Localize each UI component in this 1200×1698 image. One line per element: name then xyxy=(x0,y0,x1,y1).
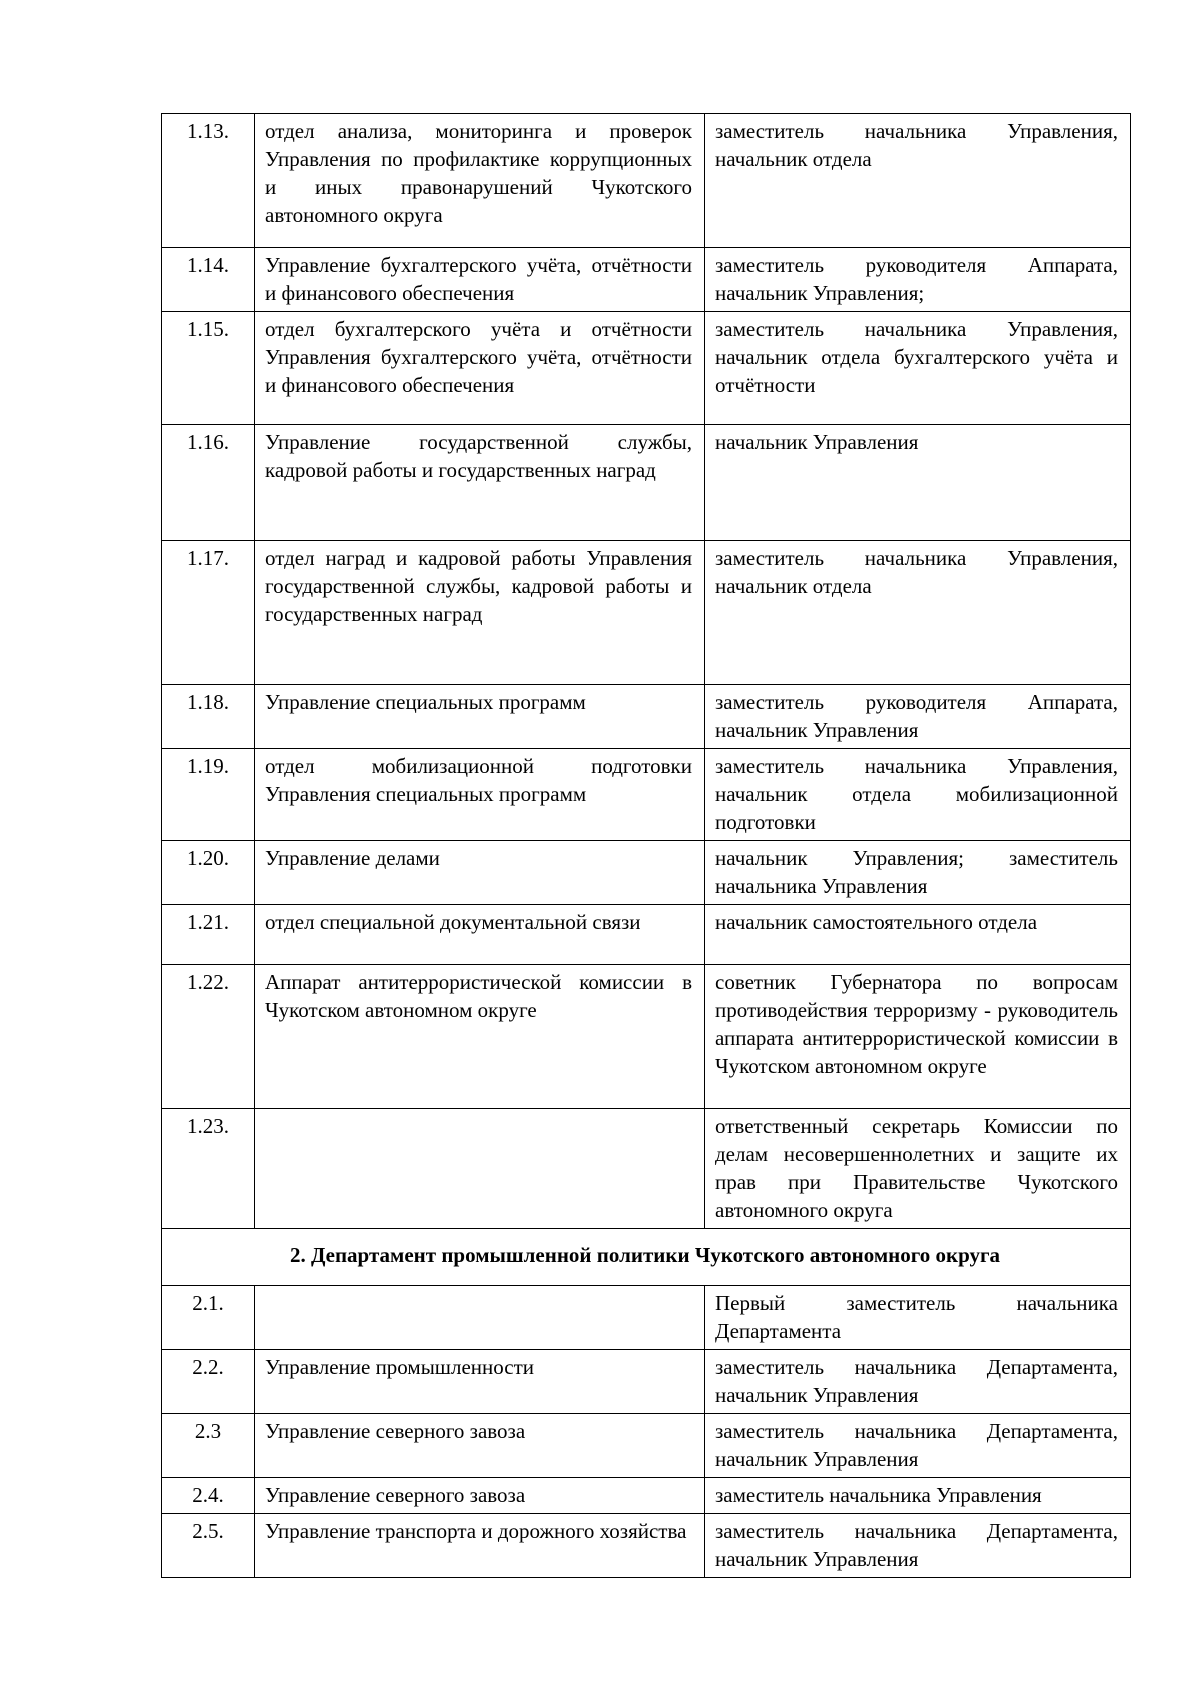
position-title: заместитель начальника Управления, начальник отдела xyxy=(705,541,1131,685)
positions-table xyxy=(161,113,1131,1578)
position-title: заместитель начальника Управления, начальник отдела бухгалтерского учёта и отчётности xyxy=(705,312,1131,425)
position-title: заместитель начальника Управления, начальник отдела xyxy=(705,114,1131,248)
position-title: заместитель руководителя Аппарата, начальник Управления; xyxy=(705,248,1131,312)
row-number: 1.14. xyxy=(162,248,255,312)
position-title: заместитель начальника Управления, начальник отдела мобилизационной подготовки xyxy=(705,749,1131,841)
table-row xyxy=(162,749,1131,841)
row-number: 1.16. xyxy=(162,425,255,541)
table-row xyxy=(162,312,1131,425)
table-row xyxy=(162,425,1131,541)
unit-name: Управление бухгалтерского учёта, отчётности и финансового обеспечения xyxy=(255,248,705,312)
row-number: 2.5. xyxy=(162,1514,255,1578)
row-number: 1.18. xyxy=(162,685,255,749)
position-title: заместитель руководителя Аппарата, начальник Управления xyxy=(705,685,1131,749)
position-title: начальник Управления xyxy=(705,425,1131,541)
table-row xyxy=(162,248,1131,312)
table-row xyxy=(162,1109,1131,1229)
unit-name: Управление промышленности xyxy=(255,1350,705,1414)
unit-name xyxy=(255,1109,705,1229)
position-title: начальник самостоятельного отдела xyxy=(705,905,1131,965)
row-number: 1.19. xyxy=(162,749,255,841)
table-row xyxy=(162,1286,1131,1350)
position-title: советник Губернатора по вопросам противодействия терроризму - руководитель аппарата антитеррористической комиссии в Чукотском автономном округе xyxy=(705,965,1131,1109)
table-row xyxy=(162,841,1131,905)
unit-name: Управление государственной службы, кадровой работы и государственных наград xyxy=(255,425,705,541)
row-number: 1.13. xyxy=(162,114,255,248)
unit-name: отдел бухгалтерского учёта и отчётности Управления бухгалтерского учёта, отчётности и финансового обеспечения xyxy=(255,312,705,425)
unit-name: Управление делами xyxy=(255,841,705,905)
row-number: 1.23. xyxy=(162,1109,255,1229)
row-number: 2.3 xyxy=(162,1414,255,1478)
position-title: заместитель начальника Департамента, начальник Управления xyxy=(705,1514,1131,1578)
position-title: начальник Управления; заместитель начальника Управления xyxy=(705,841,1131,905)
unit-name: отдел анализа, мониторинга и проверок Управления по профилактике коррупционных и иных правонарушений Чукотского автономного округа xyxy=(255,114,705,248)
unit-name: Управление транспорта и дорожного хозяйства xyxy=(255,1514,705,1578)
position-title: заместитель начальника Департамента, начальник Управления xyxy=(705,1414,1131,1478)
table-row xyxy=(162,1514,1131,1578)
unit-name xyxy=(255,1286,705,1350)
unit-name: отдел мобилизационной подготовки Управления специальных программ xyxy=(255,749,705,841)
unit-name: Управление северного завоза xyxy=(255,1478,705,1514)
row-number: 2.2. xyxy=(162,1350,255,1414)
row-number: 1.21. xyxy=(162,905,255,965)
unit-name: Управление северного завоза xyxy=(255,1414,705,1478)
row-number: 1.20. xyxy=(162,841,255,905)
section-heading-row xyxy=(162,1229,1131,1286)
position-title: заместитель начальника Управления xyxy=(705,1478,1131,1514)
table-row xyxy=(162,1478,1131,1514)
position-title: заместитель начальника Департамента, начальник Управления xyxy=(705,1350,1131,1414)
row-number: 1.15. xyxy=(162,312,255,425)
unit-name: отдел специальной документальной связи xyxy=(255,905,705,965)
table-row xyxy=(162,1414,1131,1478)
row-number: 1.22. xyxy=(162,965,255,1109)
row-number: 1.17. xyxy=(162,541,255,685)
row-number: 2.1. xyxy=(162,1286,255,1350)
unit-name: отдел наград и кадровой работы Управления государственной службы, кадровой работы и государственных наград xyxy=(255,541,705,685)
unit-name: Управление специальных программ xyxy=(255,685,705,749)
table-row xyxy=(162,1350,1131,1414)
table-row xyxy=(162,965,1131,1109)
table-row xyxy=(162,905,1131,965)
table-row xyxy=(162,114,1131,248)
row-number: 2.4. xyxy=(162,1478,255,1514)
section-heading: 2. Департамент промышленной политики Чукотского автономного округа xyxy=(162,1229,1131,1286)
table-row xyxy=(162,685,1131,749)
table-row xyxy=(162,541,1131,685)
position-title: ответственный секретарь Комиссии по делам несовершеннолетних и защите их прав при Правительстве Чукотского автономного округа xyxy=(705,1109,1131,1229)
unit-name: Аппарат антитеррористической комиссии в Чукотском автономном округе xyxy=(255,965,705,1109)
position-title: Первый заместитель начальника Департамента xyxy=(705,1286,1131,1350)
